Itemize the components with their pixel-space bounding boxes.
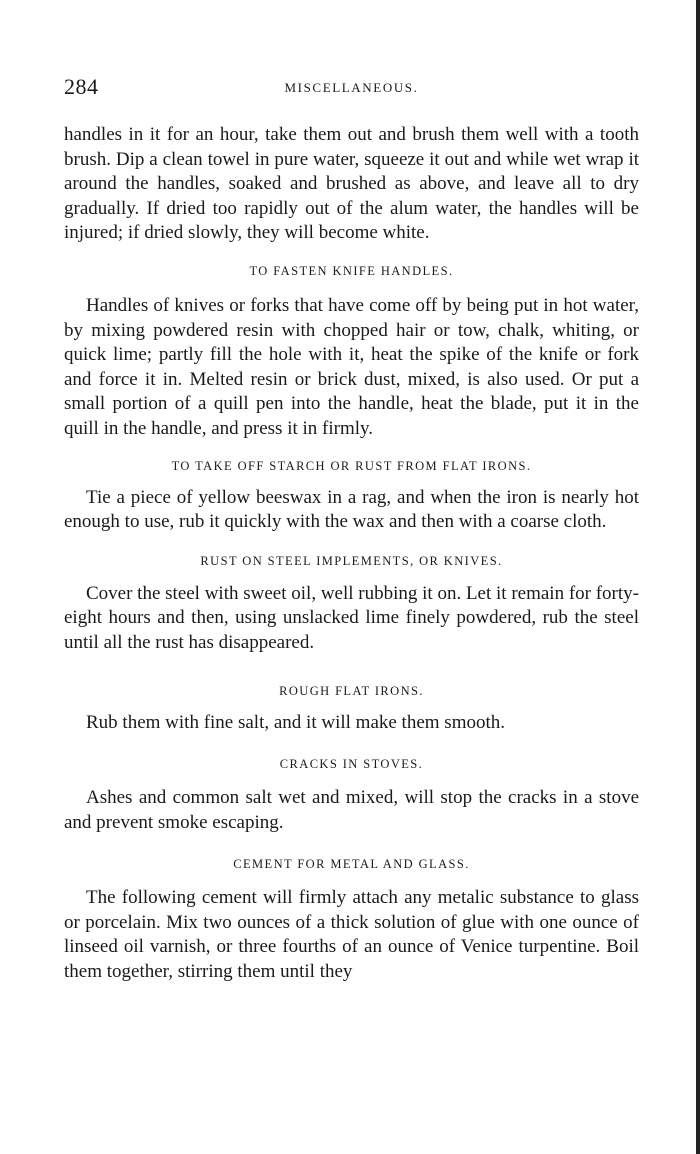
section-heading-cement-metal-glass: CEMENT FOR METAL AND GLASS. xyxy=(233,857,470,872)
section-heading-starch-rust-flat-irons: TO TAKE OFF STARCH OR RUST FROM FLAT IRONS. xyxy=(171,458,532,473)
section-heading-fasten-knife-handles: TO FASTEN KNIFE HANDLES. xyxy=(249,263,454,278)
page-header xyxy=(64,70,639,106)
section-body-cement-metal-glass: The following cement will firmly attach any metalic substance to glass or porcelain. Mix two ounces of a thick solution of glue with one ounce of linseed oil varnish, or three fourths of an ounce of Venice turpentine. Boil them together, stirring them until they xyxy=(64,887,639,983)
section-body-rust-on-steel: Cover the steel with sweet oil, well rubbing it on. Let it remain for forty-eight hours and then, using unslacked lime finely powdered, rub the steel until all the rust has disappeared. xyxy=(64,582,639,653)
section-heading-rust-on-steel: RUST ON STEEL IMPLEMENTS, OR KNIVES. xyxy=(200,553,503,568)
running-head: MISCELLANEOUS. xyxy=(284,80,419,95)
section-body-rough-flat-irons: Rub them with fine salt, and it will make them smooth. xyxy=(86,711,506,733)
continued-paragraph: handles in it for an hour, take them out and brush them well with a tooth brush. Dip a clean towel in pure water, squeeze it out and while wet wrap it around the handles, soaked and brushed as above, and leave all to dry gradually. If dried too rapidly out of the alum water, the handles will be injured; if dried slowly, they will become white. xyxy=(64,124,639,244)
section-heading-rough-flat-irons: ROUGH FLAT IRONS. xyxy=(279,683,424,698)
section-body-starch-rust-flat-irons: Tie a piece of yellow beeswax in a rag, and when the iron is nearly hot enough to use, rub it quickly with the wax and then with a coarse cloth. xyxy=(64,486,639,533)
page-number: 284 xyxy=(64,74,99,99)
book-page xyxy=(64,70,639,985)
page-edge-border xyxy=(696,0,700,1154)
section-heading-cracks-in-stoves: CRACKS IN STOVES. xyxy=(279,757,424,772)
section-body-cracks-in-stoves: Ashes and common salt wet and mixed, will stop the cracks in a stove and prevent smoke escaping. xyxy=(64,787,639,833)
section-body-fasten-knife-handles: Handles of knives or forks that have come off by being put in hot water, by mixing powdered resin with chopped hair or tow, chalk, whiting, or quick lime; partly fill the hole with it, heat the spike of the knife or fork and force it in. Melted resin or brick dust, mixed, is also used. Or put a small portion of a quill pen into the handle, heat the blade, put it in the quill in the handle, and press it in firmly. xyxy=(64,294,639,439)
